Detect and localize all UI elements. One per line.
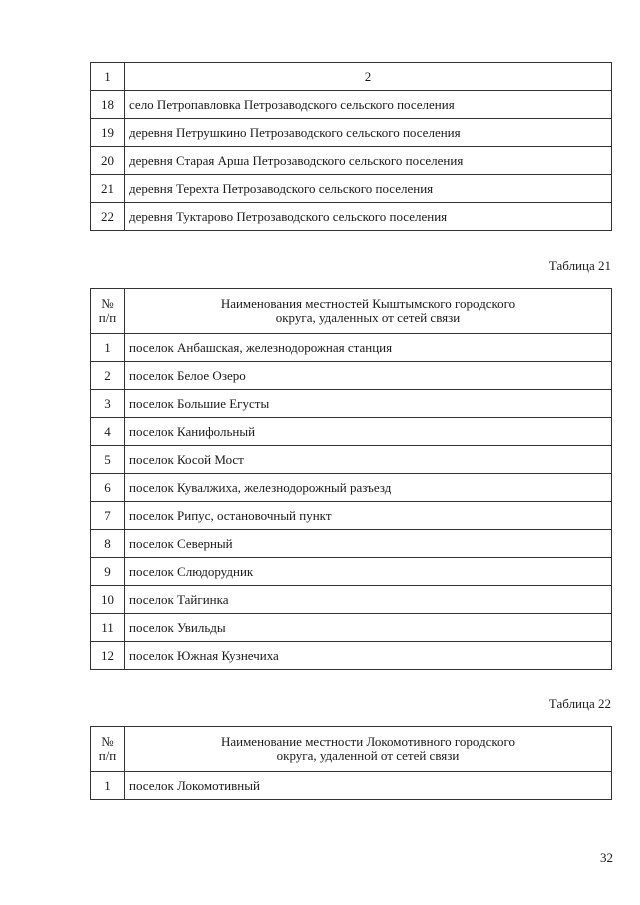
table-header-row xyxy=(91,63,612,91)
row-number: 6 xyxy=(91,474,125,502)
column-number-header: 1 xyxy=(91,63,125,91)
table-row xyxy=(91,418,612,446)
row-number: 5 xyxy=(91,446,125,474)
row-number: 20 xyxy=(91,147,125,175)
row-number: 22 xyxy=(91,203,125,231)
row-number: 11 xyxy=(91,614,125,642)
locality-name: поселок Южная Кузнечиха xyxy=(125,642,612,670)
row-number: 1 xyxy=(91,772,125,800)
locality-name: деревня Терехта Петрозаводского сельского поселения xyxy=(125,175,612,203)
locality-name: поселок Кувалжиха, железнодорожный разъезд xyxy=(125,474,612,502)
locality-name: поселок Большие Егусты xyxy=(125,390,612,418)
locality-name: деревня Старая Арша Петрозаводского сельского поселения xyxy=(125,147,612,175)
table-row xyxy=(91,446,612,474)
locality-name: поселок Тайгинка xyxy=(125,586,612,614)
row-number: 1 xyxy=(91,334,125,362)
table-row xyxy=(91,147,612,175)
locality-name: поселок Анбашская, железнодорожная станция xyxy=(125,334,612,362)
page-number: 32 xyxy=(600,850,613,865)
table-row xyxy=(91,119,612,147)
table-header-row xyxy=(91,727,612,772)
table-22 xyxy=(90,726,612,800)
table-row xyxy=(91,586,612,614)
locality-name: поселок Слюдорудник xyxy=(125,558,612,586)
locality-name: поселок Локомотивный xyxy=(125,772,612,800)
locality-name: поселок Косой Мост xyxy=(125,446,612,474)
table-row xyxy=(91,362,612,390)
locality-name: деревня Петрушкино Петрозаводского сельского поселения xyxy=(125,119,612,147)
locality-name: поселок Увильды xyxy=(125,614,612,642)
table-21 xyxy=(90,288,612,670)
table-row xyxy=(91,175,612,203)
row-number: 4 xyxy=(91,418,125,446)
table-row xyxy=(91,474,612,502)
row-number: 12 xyxy=(91,642,125,670)
table-row xyxy=(91,334,612,362)
table-row xyxy=(91,91,612,119)
table-row xyxy=(91,558,612,586)
row-number: 2 xyxy=(91,362,125,390)
column-name-header: Наименования местностей Кыштымского городского округа, удаленных от сетей связи xyxy=(125,289,612,334)
locality-name: поселок Северный xyxy=(125,530,612,558)
column-name-header: 2 xyxy=(125,63,612,91)
row-number: 9 xyxy=(91,558,125,586)
table-row xyxy=(91,203,612,231)
table-row xyxy=(91,390,612,418)
locality-name: поселок Рипус, остановочный пункт xyxy=(125,502,612,530)
row-number: 3 xyxy=(91,390,125,418)
table-row xyxy=(91,772,612,800)
table-continuation xyxy=(90,62,612,231)
table-21-caption: Таблица 21 xyxy=(548,258,611,273)
table-row xyxy=(91,502,612,530)
table-header-row xyxy=(91,289,612,334)
row-number: 18 xyxy=(91,91,125,119)
table-row xyxy=(91,642,612,670)
row-number: 19 xyxy=(91,119,125,147)
locality-name: село Петропавловка Петрозаводского сельского поселения xyxy=(125,91,612,119)
row-number: 8 xyxy=(91,530,125,558)
column-number-header: № п/п xyxy=(91,727,125,772)
locality-name: поселок Канифольный xyxy=(125,418,612,446)
column-number-header: № п/п xyxy=(91,289,125,334)
table-row xyxy=(91,530,612,558)
row-number: 21 xyxy=(91,175,125,203)
row-number: 7 xyxy=(91,502,125,530)
column-name-header: Наименование местности Локомотивного городского округа, удаленной от сетей связи xyxy=(125,727,612,772)
table-22-caption: Таблица 22 xyxy=(548,696,611,711)
locality-name: деревня Туктарово Петрозаводского сельского поселения xyxy=(125,203,612,231)
locality-name: поселок Белое Озеро xyxy=(125,362,612,390)
table-row xyxy=(91,614,612,642)
row-number: 10 xyxy=(91,586,125,614)
